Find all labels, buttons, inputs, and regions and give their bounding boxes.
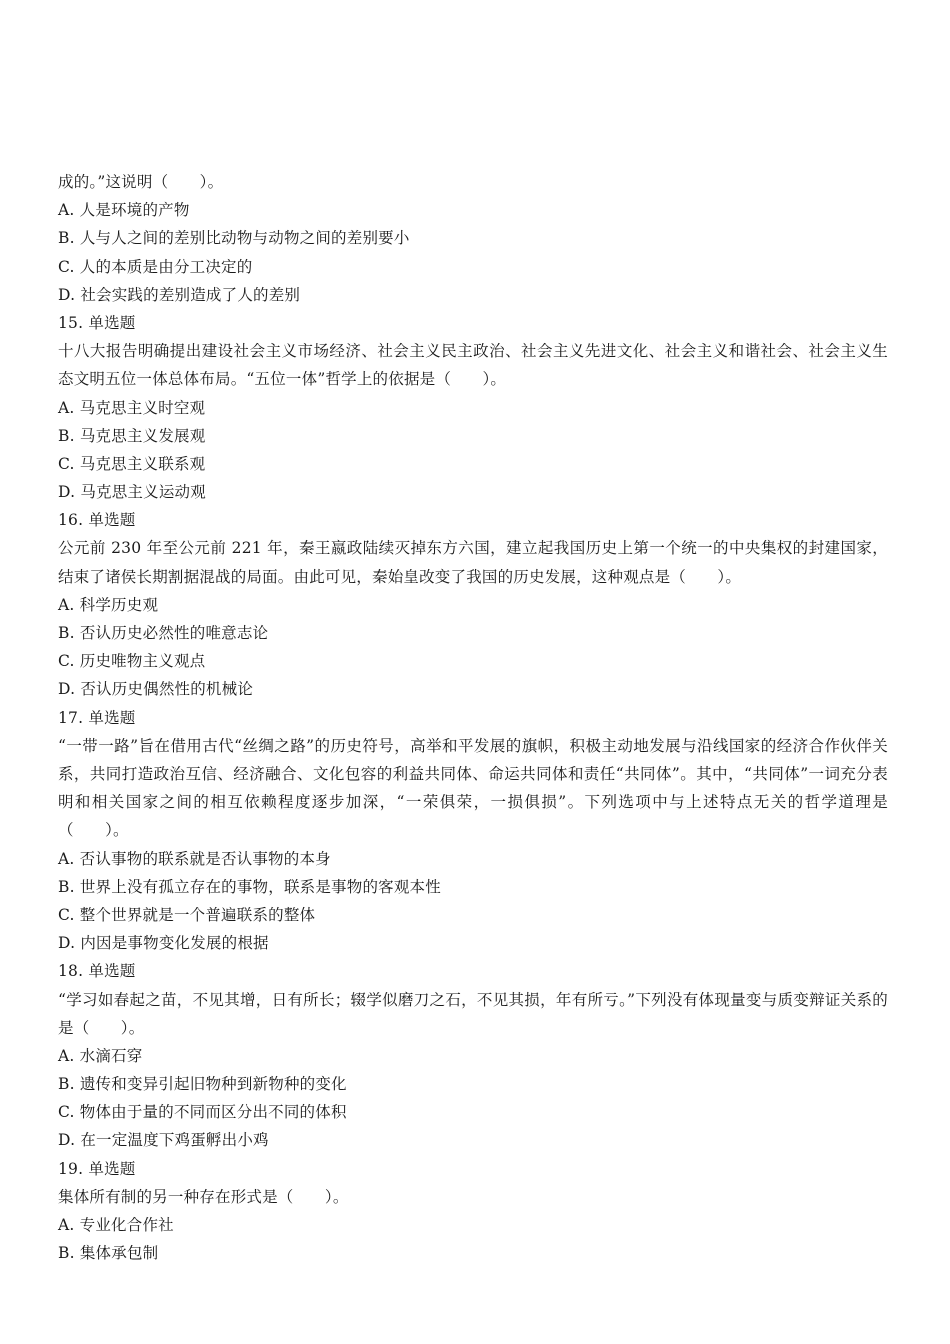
option-b: B. 人与人之间的差别比动物与动物之间的差别要小: [58, 229, 410, 248]
question-18: [58, 957, 888, 1154]
option-c: C. 整个世界就是一个普遍联系的整体: [58, 905, 316, 924]
question-stem: 集体所有制的另一种存在形式是（ ）。: [58, 1187, 349, 1206]
option-b: B. 否认历史必然性的唯意志论: [58, 624, 269, 643]
question-16: [58, 506, 888, 703]
option-a: A. 水滴石穿: [58, 1046, 143, 1065]
question-stem: “一带一路”旨在借用古代“丝绸之路”的历史符号，高举和平发展的旗帜，积极主动地发展与沿线国家的经济合作伙伴关系，共同打造政治互信、经济融合、文化包容的利益共同体、命运共同体和责任“共同体”。其中，“共同体”一词充分表明和相关国家之间的相互依赖程度逐步加深，“一荣俱荣，一损俱损”。下列选项中与上述特点无关的哲学道理是（ ）。: [58, 736, 888, 840]
question-stem-tail: 成的。”这说明（ ）。: [58, 173, 224, 191]
question-stem: 十八大报告明确提出建设社会主义市场经济、社会主义民主政治、社会主义先进文化、社会主义和谐社会、社会主义生态文明五位一体总体布局。“五位一体”哲学上的依据是（ ）。: [58, 342, 888, 389]
question-17: [58, 704, 888, 958]
continuation-block: [58, 168, 888, 309]
option-a: A. 专业化合作社: [58, 1216, 174, 1235]
option-d: D. 马克思主义运动观: [58, 483, 206, 502]
option-c: C. 人的本质是由分工决定的: [58, 257, 253, 276]
option-d: D. 社会实践的差别造成了人的差别: [58, 285, 301, 304]
question-header: 18. 单选题: [58, 962, 136, 981]
question-stem: “学习如春起之苗，不见其增，日有所长；辍学似磨刀之石，不见其损，年有所亏。”下列没有体现量变与质变辩证关系的是（ ）。: [58, 990, 888, 1037]
exam-page: [58, 168, 888, 1267]
option-b: B. 世界上没有孤立存在的事物，联系是事物的客观本性: [58, 877, 441, 896]
option-b: B. 马克思主义发展观: [58, 426, 206, 445]
option-b: B. 集体承包制: [58, 1244, 159, 1263]
option-b: B. 遗传和变异引起旧物种到新物种的变化: [58, 1075, 347, 1094]
option-d: D. 内因是事物变化发展的根据: [58, 934, 269, 953]
question-15: [58, 309, 888, 506]
question-header: 16. 单选题: [58, 511, 136, 530]
question-19: [58, 1155, 888, 1268]
option-a: A. 否认事物的联系就是否认事物的本身: [58, 849, 331, 868]
option-c: C. 历史唯物主义观点: [58, 652, 206, 671]
option-a: A. 科学历史观: [58, 595, 159, 614]
question-stem: 公元前 230 年至公元前 221 年，秦王嬴政陆续灭掉东方六国，建立起我国历史上第一个统一的中央集权的封建国家，结束了诸侯长期割据混战的局面。由此可见，秦始皇改变了我国的历史发展，这种观点是（ ）。: [58, 539, 888, 586]
option-c: C. 马克思主义联系观: [58, 454, 206, 473]
option-a: A. 人是环境的产物: [58, 201, 190, 220]
option-d: D. 在一定温度下鸡蛋孵出小鸡: [58, 1131, 269, 1150]
option-c: C. 物体由于量的不同而区分出不同的体积: [58, 1103, 347, 1122]
question-header: 19. 单选题: [58, 1159, 136, 1178]
question-header: 15. 单选题: [58, 313, 136, 332]
option-d: D. 否认历史偶然性的机械论: [58, 680, 254, 699]
question-header: 17. 单选题: [58, 708, 136, 727]
option-a: A. 马克思主义时空观: [58, 398, 206, 417]
